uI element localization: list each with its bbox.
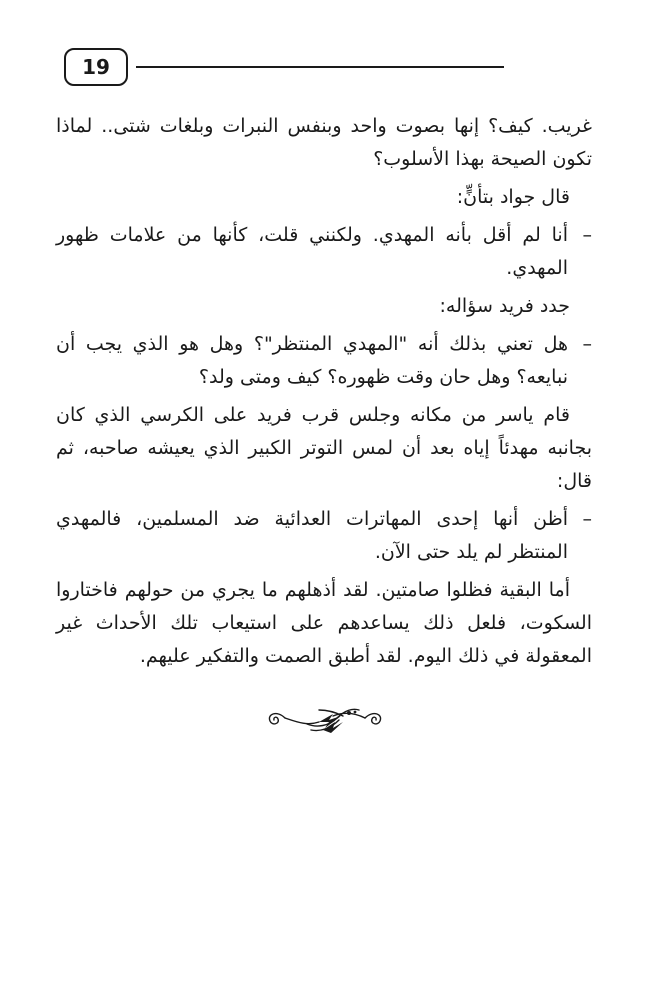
page-header: [64, 48, 504, 90]
page-body: [56, 110, 592, 678]
decorative-flourish-icon: [263, 700, 387, 740]
paragraph: جدد فريد سؤاله:: [439, 295, 570, 317]
dialogue-text: أظن أنها إحدى المهاترات العدائية ضد المسلمين، فالمهدي المنتظر لم يلد حتى الآن.: [56, 508, 568, 563]
dialogue-text: أنا لم أقل بأنه المهدي. ولكنني قلت، كأنها من علامات ظهور المهدي.: [56, 224, 568, 279]
dialogue-paragraph: [56, 328, 592, 394]
page-number: 19: [64, 48, 128, 86]
paragraph: قام ياسر من مكانه وجلس قرب فريد على الكرسي الذي كان بجانبه مهدئاً إياه بعد أن لمس التوتر الكبير الذي يعيشه صاحبه، ثم قال:: [56, 404, 592, 492]
header-rule: [136, 66, 504, 68]
dialogue-dash: –: [582, 508, 592, 530]
paragraph: قال جواد بتأنٍّ:: [456, 186, 570, 208]
dialogue-paragraph: [56, 503, 592, 569]
dialogue-dash: –: [582, 224, 592, 246]
dialogue-paragraph: [56, 219, 592, 285]
paragraph: أما البقية فظلوا صامتين. لقد أذهلهم ما يجري من حولهم فاختاروا السكوت، فلعل ذلك يساعدهم على استيعاب تلك الأحداث غير المعقولة في ذلك اليوم. لقد أطبق الصمت والتفكير عليهم.: [56, 579, 592, 667]
paragraph: غريب. كيف؟ إنها بصوت واحد وبنفس النبرات وبلغات شتى.. لماذا تكون الصيحة بهذا الأسلوب؟: [56, 115, 592, 170]
dialogue-dash: –: [582, 333, 592, 355]
dialogue-text: هل تعني بذلك أنه "المهدي المنتظر"؟ وهل هو الذي يجب أن نبايعه؟ وهل حان وقت ظهوره؟ كيف ومتى ولد؟: [56, 333, 568, 388]
